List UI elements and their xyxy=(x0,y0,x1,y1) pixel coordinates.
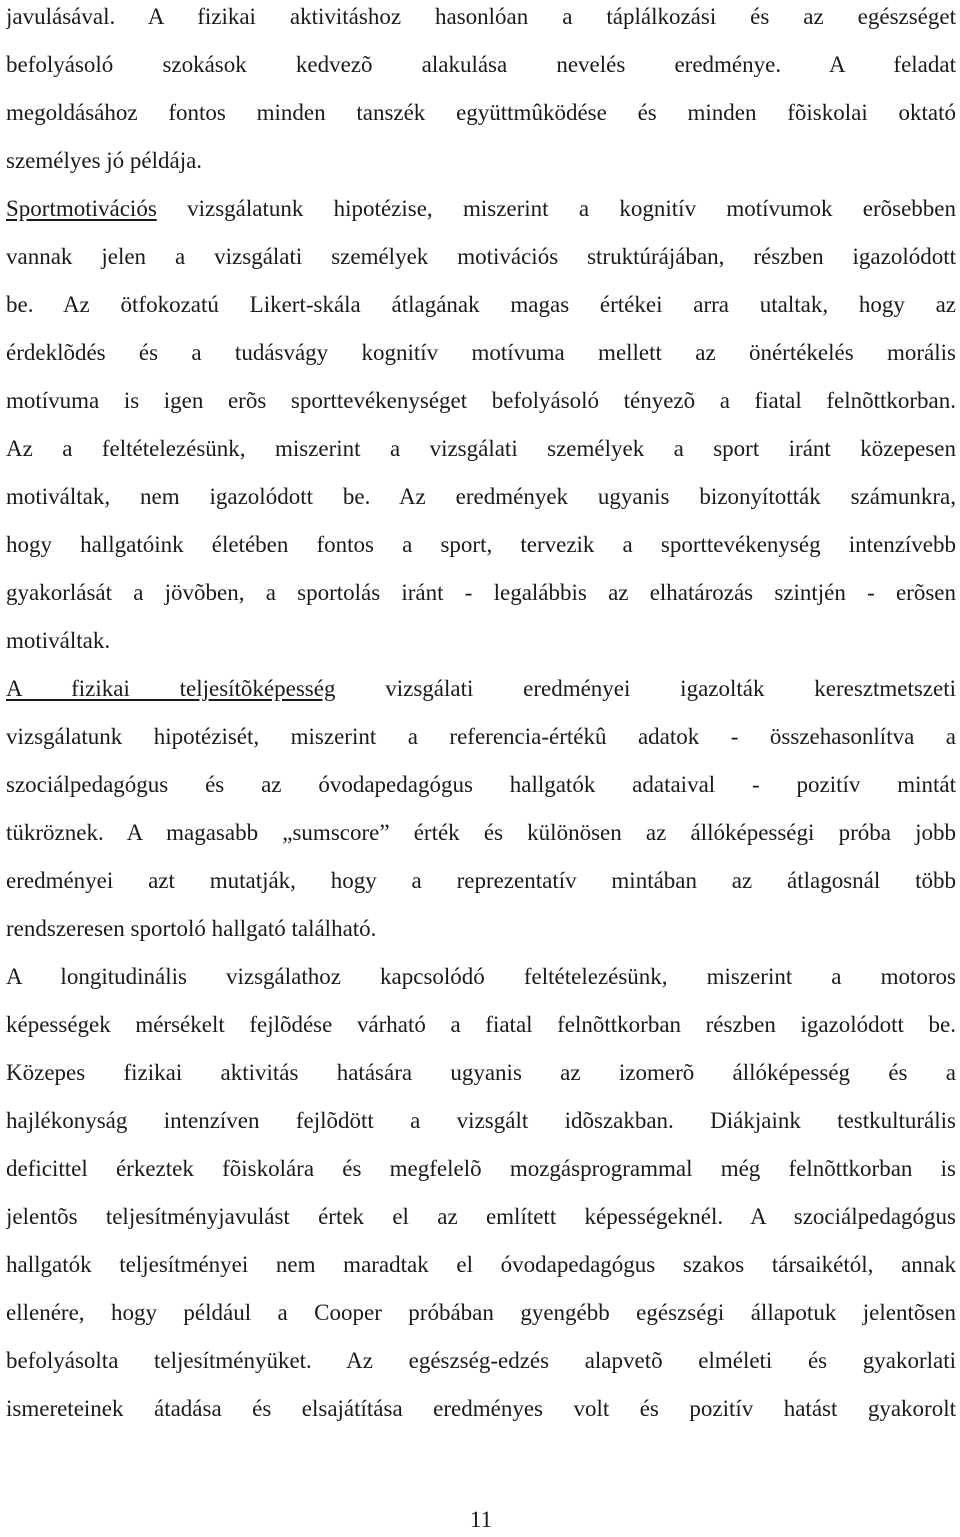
text-line xyxy=(6,912,956,946)
line-text: hajlékonyság intenzíven fejlõdött a vizsgált idõszakban. Diákjaink testkulturális xyxy=(6,1108,956,1133)
text-line xyxy=(6,480,956,514)
text-line xyxy=(6,576,956,610)
text-line xyxy=(6,720,956,754)
text-line xyxy=(6,96,956,130)
text-line xyxy=(6,432,956,466)
line-text: képességek mérsékelt fejlõdése várható a fiatal felnõttkorban részben igazolódott be. xyxy=(6,1012,956,1037)
underlined-heading-text: Sportmotivációs xyxy=(6,196,157,221)
line-text: ismereteinek átadása és elsajátítása eredményes volt és pozitív hatást gyakorolt xyxy=(6,1396,956,1421)
line-text: vizsgálatunk hipotézisét, miszerint a referencia-értékû adatok - összehasonlítva a xyxy=(6,724,956,749)
line-text: gyakorlását a jövõben, a sportolás iránt - legalábbis az elhatározás szintjén - erõsen xyxy=(6,580,956,605)
text-line xyxy=(6,1344,956,1378)
line-text: deficittel érkeztek fõiskolára és megfelelõ mozgásprogrammal még felnõttkorban is xyxy=(6,1156,956,1181)
line-text: megoldásához fontos minden tanszék együttmûködése és minden fõiskolai oktató xyxy=(6,100,956,125)
text-line xyxy=(6,1008,956,1042)
line-text: jelentõs teljesítményjavulást értek el az említett képességeknél. A szociálpedagógus xyxy=(6,1204,956,1229)
line-text: motiváltak, nem igazolódott be. Az eredmények ugyanis bizonyították számunkra, xyxy=(6,484,956,509)
line-text: javulásával. A fizikai aktivitáshoz hasonlóan a táplálkozási és az egészséget xyxy=(6,4,956,29)
line-text: személyes jó példája. xyxy=(6,148,203,173)
text-line xyxy=(6,192,956,226)
text-line xyxy=(6,768,956,802)
text-line xyxy=(6,384,956,418)
text-line xyxy=(6,960,956,994)
line-text: vizsgálati eredményei igazolták keresztmetszeti xyxy=(335,676,956,701)
line-text: vizsgálatunk hipotézise, miszerint a kognitív motívumok erõsebben xyxy=(156,196,956,221)
line-text: rendszeresen sportoló hallgató található. xyxy=(6,916,377,941)
text-line xyxy=(6,1056,956,1090)
line-text: vannak jelen a vizsgálati személyek motivációs struktúrájában, részben igazolódott xyxy=(6,244,956,269)
text-line xyxy=(6,864,956,898)
text-line xyxy=(6,672,956,706)
line-text: A longitudinális vizsgálathoz kapcsolódó feltételezésünk, miszerint a motoros xyxy=(6,964,956,989)
document-page xyxy=(6,0,956,1532)
line-text: szociálpedagógus és az óvodapedagógus hallgatók adataival - pozitív mintát xyxy=(6,772,956,797)
text-line xyxy=(6,816,956,850)
line-text: hallgatók teljesítményei nem maradtak el óvodapedagógus szakos társaikétól, annak xyxy=(6,1252,956,1277)
text-line xyxy=(6,0,956,34)
line-text: Az a feltételezésünk, miszerint a vizsgálati személyek a sport iránt közepesen xyxy=(6,436,956,461)
underlined-heading-text: A fizikai teljesítõképesség xyxy=(6,676,336,701)
line-text: tükröznek. A magasabb „sumscore” érték és különösen az állóképességi próba jobb xyxy=(6,820,956,845)
text-line xyxy=(6,624,956,658)
line-text: Közepes fizikai aktivitás hatására ugyanis az izomerõ állóképesség és a xyxy=(6,1060,956,1085)
text-line xyxy=(6,48,956,82)
text-line xyxy=(6,144,956,178)
text-line xyxy=(6,1104,956,1138)
line-text: befolyásoló szokások kedvezõ alakulása nevelés eredménye. A feladat xyxy=(6,52,956,77)
text-line xyxy=(6,1392,956,1426)
line-text: érdeklõdés és a tudásvágy kognitív motívuma mellett az önértékelés morális xyxy=(6,340,956,365)
text-line xyxy=(6,528,956,562)
text-line xyxy=(6,288,956,322)
text-line xyxy=(6,1200,956,1234)
line-text: befolyásolta teljesítményüket. Az egészség-edzés alapvetõ elméleti és gyakorlati xyxy=(6,1348,956,1373)
text-line xyxy=(6,1248,956,1282)
line-text: hogy hallgatóink életében fontos a sport, tervezik a sporttevékenység intenzívebb xyxy=(6,532,956,557)
text-line xyxy=(6,336,956,370)
line-text: be. Az ötfokozatú Likert-skála átlagának magas értékei arra utaltak, hogy az xyxy=(6,292,956,317)
text-line xyxy=(6,1152,956,1186)
text-line xyxy=(6,1296,956,1330)
line-text: motiváltak. xyxy=(6,628,111,653)
line-text: motívuma is igen erõs sporttevékenységet befolyásoló tényezõ a fiatal felnõttkorban. xyxy=(6,388,956,413)
line-text: ellenére, hogy például a Cooper próbában gyengébb egészségi állapotuk jelentõsen xyxy=(6,1300,956,1325)
page-number: 11 xyxy=(469,1507,493,1532)
line-text: eredményei azt mutatják, hogy a reprezentatív mintában az átlagosnál több xyxy=(6,868,956,893)
text-line xyxy=(6,240,956,274)
